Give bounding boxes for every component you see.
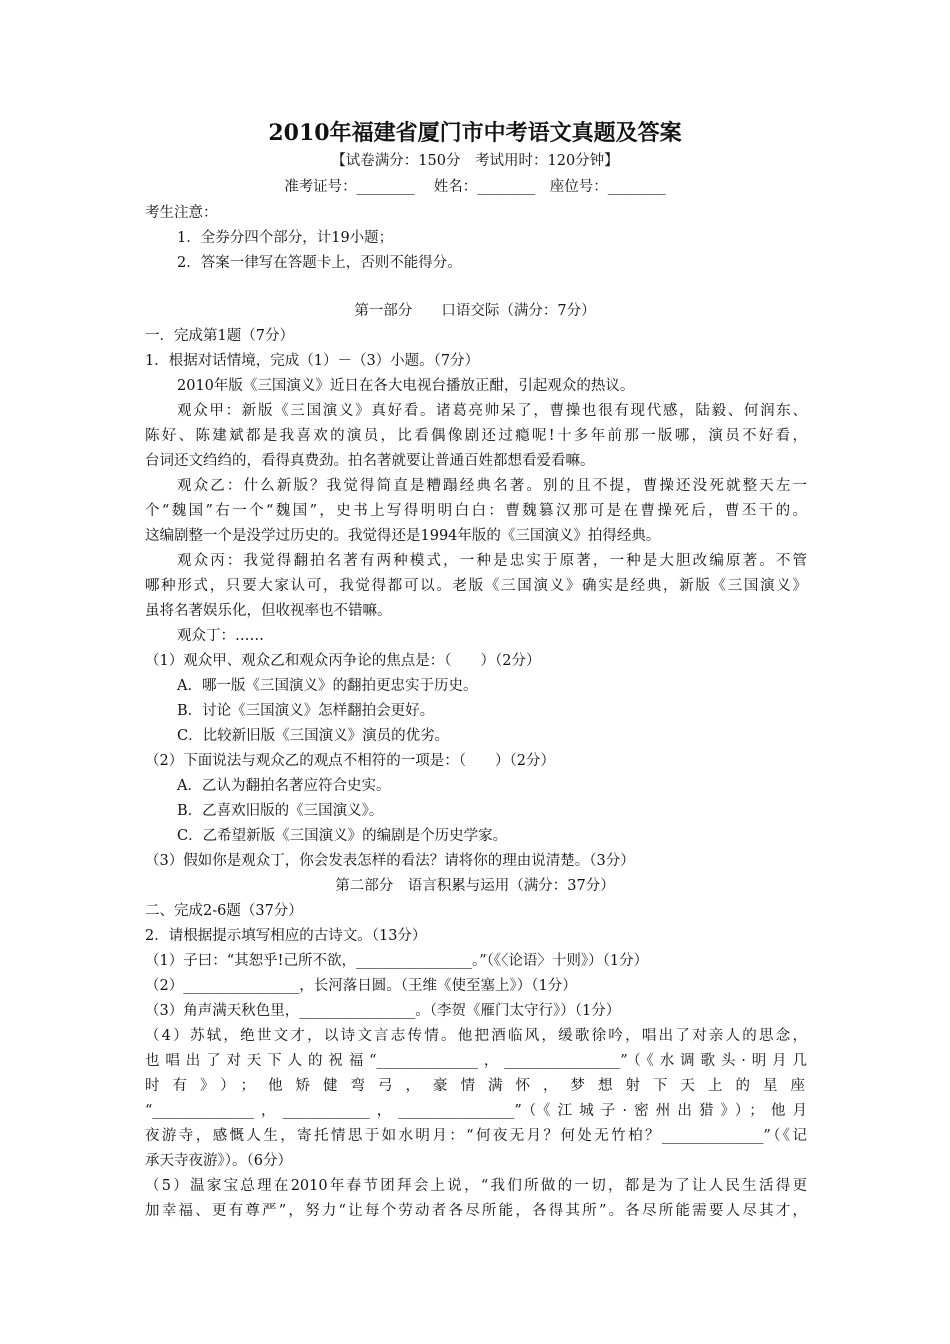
section-heading: 一．完成第1题（7分）	[145, 328, 294, 344]
paragraph-line: 哪种形式，只要大家认可，我觉得都可以。老版《三国演义》确实是经典，新版《三国演义》	[145, 578, 807, 594]
paragraph-line: 承天寺夜游》）。（6分）	[145, 1153, 292, 1169]
option: B．讨论《三国演义》怎样翻拍会更好。	[177, 703, 435, 719]
paragraph-line: 虽将名著娱乐化，但收视率也不错嘛。	[145, 603, 392, 619]
paragraph-line: 2010年版《三国演义》近日在各大电视台播放正酣，引起观众的热议。	[177, 378, 635, 394]
paragraph-line: 也唱出了对天下人的祝福“______________，________________”（《水调歌头·明月几	[145, 1053, 807, 1069]
sub-question: （1）观众甲、观众乙和观众丙争论的焦点是：（ ）（2分）	[145, 653, 541, 669]
page-title: 2010年福建省厦门市中考语文真题及答案	[268, 120, 682, 146]
option: C．乙希望新版《三国演义》的编剧是个历史学家。	[177, 828, 508, 844]
paragraph-line: 观众丁：……	[177, 628, 264, 644]
option: A．乙认为翻拍名著应符合史实。	[177, 778, 391, 794]
paragraph-line: （4）苏轼，绝世文才，以诗文言志传情。他把酒临风，缓歌徐吟，唱出了对亲人的思念，	[145, 1028, 807, 1044]
sub-question: （2）________________，长河落日圆。（王维《使至塞上》）（1分）	[145, 978, 577, 994]
part-heading: 第二部分 语言积累与运用（满分：37分）	[335, 878, 615, 894]
notice-item: 1．全券分四个部分，计19小题；	[177, 230, 394, 246]
question-stem: 2．请根据提示填写相应的古诗文。（13分）	[145, 928, 427, 944]
option: C．比较新旧版《三国演义》演员的优劣。	[177, 728, 450, 744]
sub-question: （2）下面说法与观众乙的观点不相符的一项是：（ ）（2分）	[145, 753, 555, 769]
paragraph-line: 台词还文绉绉的，看得真费劲。拍名著就要让普通百姓都想看爱看嘛。	[145, 453, 595, 469]
paragraph-line: 陈好、陈建斌都是我喜欢的演员，比看偶像剧还过瘾呢!十多年前那一版哪，演员不好看，	[145, 428, 807, 444]
paragraph-line: 这编剧整一个是没学过历史的。我觉得还是1994年版的《三国演义》拍得经典。	[145, 528, 661, 544]
paragraph-line: 夜游寺，感慨人生，寄托情思于如水明月：“何夜无月？何处无竹柏？______________”（《记	[145, 1128, 807, 1144]
paragraph-line: 观众乙：什么新版？我觉得简直是糟蹋经典名著。别的且不提，曹操还没死就整天左一	[177, 478, 807, 494]
part-heading: 第一部分 口语交际（满分：7分）	[354, 303, 596, 319]
notice-heading: 考生注意：	[145, 205, 218, 221]
section-heading: 二、完成2-6题（37分）	[145, 903, 303, 919]
paragraph-line: 加幸福、更有尊严”，努力“让每个劳动者各尽所能，各得其所”。各尽所能需要人尽其才，	[145, 1203, 807, 1219]
option: A．哪一版《三国演义》的翻拍更忠实于历史。	[177, 678, 478, 694]
option: B．乙喜欢旧版的《三国演义》。	[177, 803, 384, 819]
sub-question: （1）子曰：“其恕乎!己所不欲，________________。”（《〈论语〉十则》）（1分）	[145, 953, 649, 969]
paragraph-line: 观众甲：新版《三国演义》真好看。诸葛亮帅呆了，曹操也很有现代感，陆毅、何润东、	[177, 403, 807, 419]
paragraph-line: 时有》）；他矫健弯弓，豪情满怀，梦想射下天上的星座	[145, 1078, 807, 1094]
sub-question: （3）假如你是观众丁，你会发表怎样的看法？请将你的理由说清楚。（3分）	[145, 853, 635, 869]
paragraph-line: “______________，____________，________________”（《江城子·密州出猎》）；他月	[145, 1103, 807, 1119]
candidate-info-line: 准考证号：________ 姓名：________ 座位号：________	[284, 179, 666, 195]
sub-question: （3）角声满天秋色里，________________。（李贺《雁门太守行》）（1分）	[145, 1003, 621, 1019]
paragraph-line: （5）温家宝总理在2010年春节团拜会上说，“我们所做的一切，都是为了让人民生活得更	[145, 1178, 807, 1194]
exam-info: 【试卷满分：150分 考试用时：120分钟】	[331, 153, 619, 169]
paragraph-line: 观众丙：我觉得翻拍名著有两种模式，一种是忠实于原著，一种是大胆改编原著。不管	[177, 553, 807, 569]
question-stem: 1．根据对话情境，完成（1）－（3）小题。（7分）	[145, 353, 480, 369]
notice-item: 2．答案一律写在答题卡上，否则不能得分。	[177, 255, 462, 271]
paragraph-line: 个“魏国”右一个“魏国”，史书上写得明明白白：曹魏篡汉那可是在曹操死后，曹丕干的。	[145, 503, 807, 519]
